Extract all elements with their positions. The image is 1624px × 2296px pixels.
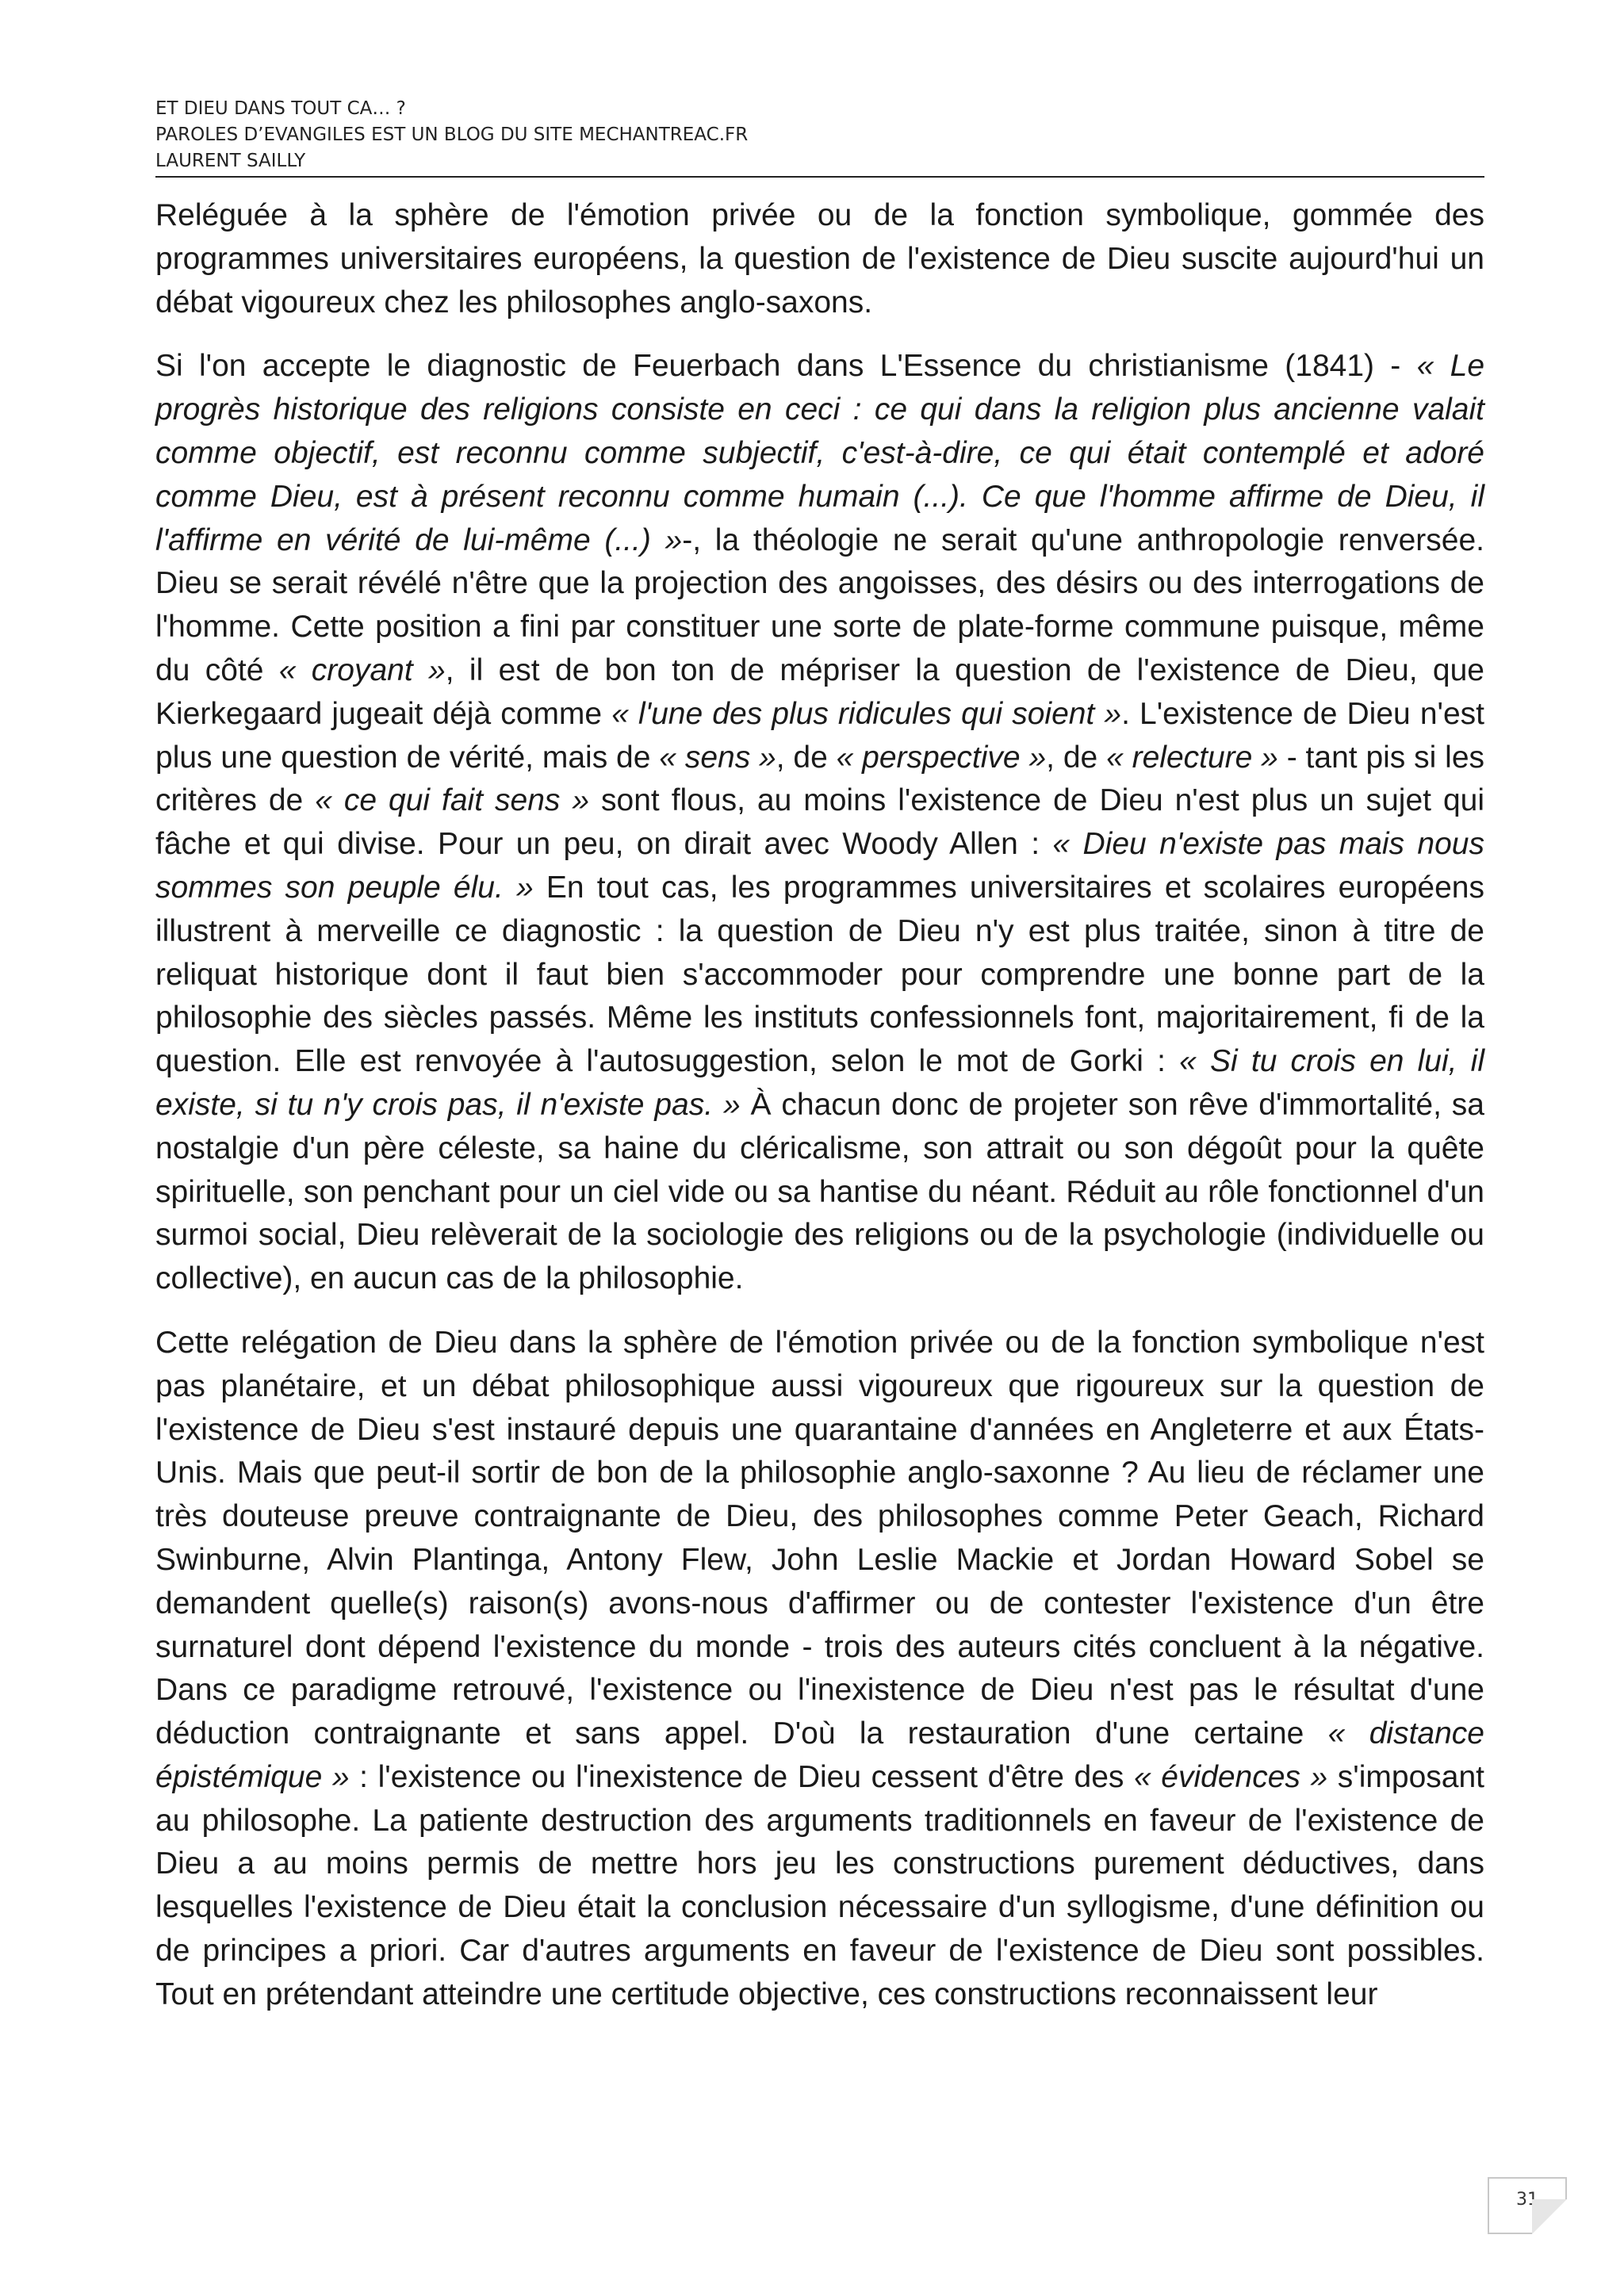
quote-perspective: « perspective » [836,740,1047,775]
page-body [155,194,1484,2017]
text-span: En tout cas, les programmes universitaires et scolaires européens illustrent à merveille ce diagnostic : la question de Dieu n'y est plus traitée, sinon à titre de reliquat historique dont il faut bien s'accommoder pour comprendre une bonne part de la philosophie des siècles passés. Même les instituts confessionnels font, majoritairement, fi de la question. Elle est renvoyée à l'autosuggestion, selon le mot de Gorki : [155,870,1484,1079]
quote-woody-allen: « Dieu n'existe pas mais nous sommes son peuple élu. » [155,827,1484,905]
text-span: : l'existence ou l'inexistence de Dieu cessent d'être des [349,1759,1135,1794]
quote-relecture: « relecture » [1106,740,1278,775]
quote-distance-epistemique: « distance épistémique » [155,1716,1484,1794]
text-span: Cette relégation de Dieu dans la sphère de l'émotion privée ou de la fonction symbolique n'est pas planétaire, et un débat philosophique aussi vigoureux que rigoureux sur la question de l'existence de Dieu s'est instauré depuis une quarantaine d'années en Angleterre et aux États-Unis. Mais que peut-il sortir de bon de la philosophie anglo-saxonne ? Au lieu de réclamer une très douteuse preuve contraignante de Dieu, des philosophes comme Peter Geach, Richard Swinburne, Alvin Plantinga, Antony Flew, John Leslie Mackie et Jordan Howard Sobel se demandent quelle(s) raison(s) avons-nous d'affirmer ou de contester l'existence d'un être surnaturel dont dépend l'existence du monde - trois des auteurs cités concluent à la négative. Dans ce paradigme retrouvé, l'existence ou l'inexistence de Dieu n'est pas le résultat d'une déduction contraignante et sans appel. D'où la restauration d'une certaine [155,1325,1484,1751]
text-span: Si l'on accepte le diagnostic de Feuerbach dans L'Essence du christianisme (1841) - [155,349,1417,384]
paragraph-1: Reléguée à la sphère de l'émotion privée ou de la fonction symbolique, gommée des programmes universitaires européens, la question de l'existence de Dieu suscite aujourd'hui un débat vigoureux chez les philosophes anglo-saxons. [155,198,1484,320]
text-span: sont flous, au moins l'existence de Dieu n'est plus un sujet qui fâche et qui divise. Pour un peu, on dirait avec Woody Allen : [155,783,1485,862]
text-span: , il est de bon ton de mépriser la question de l'existence de Dieu, que Kierkegaard jugeait déjà comme [155,652,1484,731]
text-span: À chacun donc de projeter son rêve d'immortalité, sa nostalgie d'un père céleste, sa haine du cléricalisme, son attrait ou son dégoût pour la quête spirituelle, son penchant pour un ciel vide ou sa hantise du néant. Réduit au rôle fonctionnel d'un surmoi social, Dieu relèverait de la sociologie des religions ou de la psychologie (individuelle ou collective), en aucun cas de la philosophie. [155,1087,1484,1296]
paragraph-3 [155,1322,1484,2017]
text-span: -, la théologie ne serait qu'une anthropologie renversée. Dieu se serait révélé n'être que la projection des angoisses, des désirs ou des interrogations de l'homme. Cette position a fini par constituer une sorte de plate-forme commune puisque, même du côté [155,522,1484,687]
quote-feuerbach: « Le progrès historique des religions consiste en ceci : ce qui dans la religion plus ancienne valait comme objectif, est reconnu comme subjectif, c'est-à-dire, ce qui était contemplé et adoré comme Dieu, est à présent reconnu comme humain (...). Ce que l'homme affirme de Dieu, il l'affirme en vérité de lui-même (...) » [155,349,1485,557]
header-author: LAURENT SAILLY [155,151,306,171]
quote-ce-qui-fait-sens: « ce qui fait sens » [315,783,590,818]
text-span: s'imposant au philosophe. La patiente destruction des arguments traditionnels en faveur de l'existence de Dieu a au moins permis de mettre hors jeu les constructions purement déductives, dans lesquelles l'existence de Dieu était la conclusion nécessaire d'un syllogisme, d'une définition ou de principes a priori. Car d'autres arguments en faveur de l'existence de Dieu sont possibles. Tout en prétendant atteindre une certitude objective, ces constructions reconnaissent leur [155,1759,1484,2011]
header-blog-line: PAROLES D’EVANGILES EST UN BLOG DU SITE MECHANTREAC.FR [155,124,749,145]
text-span: , de [776,740,837,775]
paragraph-2 [155,345,1484,1301]
text-span: - tant pis si les critères de [155,740,1485,818]
header-book-title: ET DIEU DANS TOUT CA… ? [155,98,406,119]
running-header [155,96,1484,178]
quote-kierkegaard: « l'une des plus ridicules qui soient » [611,696,1122,731]
quote-croyant: « croyant » [278,652,446,687]
text-span: . L'existence de Dieu n'est plus une question de vérité, mais de [155,696,1484,775]
quote-gorki: « Si tu crois en lui, il existe, si tu n'y crois pas, il n'existe pas. » [155,1044,1485,1122]
page-number-badge [1488,2177,1567,2234]
quote-evidences: « évidences » [1134,1759,1328,1794]
quote-sens: « sens » [659,740,776,775]
page-number: 31 [1516,2190,1538,2210]
text-span: , de [1046,740,1107,775]
